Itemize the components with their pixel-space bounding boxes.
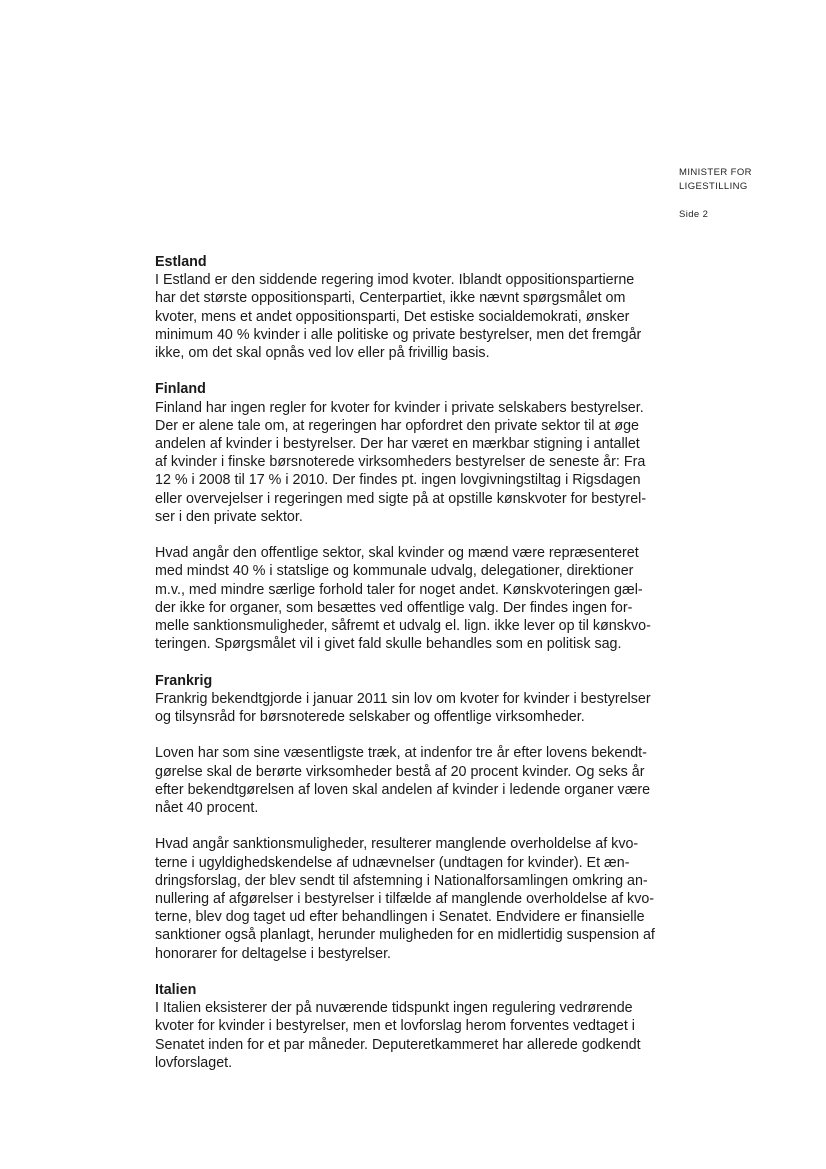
ministry-name-line1: MINISTER FOR bbox=[679, 167, 752, 178]
section-heading: Italien bbox=[155, 982, 197, 999]
text-line: Frankrig bekendtgjorde i januar 2011 sin lov om kvoter for kvinder i bestyrelser bbox=[155, 690, 651, 707]
text-line: Hvad angår den offentlige sektor, skal kvinder og mænd være repræsenteret bbox=[155, 545, 639, 562]
text-line: Senatet inden for et par måneder. Deputeretkammeret har allerede godkendt bbox=[155, 1036, 641, 1053]
ministry-name-line2: LIGESTILLING bbox=[679, 181, 748, 192]
section-italien bbox=[155, 981, 655, 1072]
paragraph bbox=[155, 690, 655, 726]
text-line: af kvinder i finske børsnoterede virksomheders bestyrelser de seneste år: Fra bbox=[155, 454, 646, 471]
page-number: Side 2 bbox=[679, 209, 709, 220]
text-line: ikke, om det skal opnås ved lov eller på frivillig basis. bbox=[155, 345, 490, 362]
text-line: med mindst 40 % i statslige og kommunale udvalg, delegationer, direktioner bbox=[155, 563, 634, 580]
paragraph bbox=[155, 835, 655, 962]
text-line: gørelse skal de berørte virksomheder bestå af 20 procent kvinder. Og seks år bbox=[155, 763, 645, 780]
text-line: I Estland er den siddende regering imod kvoter. Iblandt oppositionspartierne bbox=[155, 272, 635, 289]
text-line: kvoter, mens et andet oppositionsparti, Det estiske socialdemokrati, ønsker bbox=[155, 308, 630, 325]
ministry-sidebar bbox=[679, 166, 819, 222]
text-line: eller overvejelser i regeringen med sigte på at opstille kønskvoter for bestyrel- bbox=[155, 490, 647, 507]
section-finland bbox=[155, 380, 655, 653]
section-heading: Estland bbox=[155, 254, 207, 270]
text-line: og tilsynsråd for børsnoterede selskaber og offentlige virksomheder. bbox=[155, 709, 585, 726]
text-line: nået 40 procent. bbox=[155, 800, 259, 817]
section-heading: Frankrig bbox=[155, 672, 213, 689]
text-line: teringen. Spørgsmålet vil i givet fald skulle behandles som en politisk sag. bbox=[155, 636, 622, 653]
text-line: 12 % i 2008 til 17 % i 2010. Der findes pt. ingen lovgivningstiltag i Rigsdagen bbox=[155, 472, 641, 489]
text-line: Der er alene tale om, at regeringen har opfordret den private sektor til at øge bbox=[155, 417, 639, 434]
text-line: terne i ugyldighedskendelse af udnævnelser (undtagen for kvinder). Et æn- bbox=[155, 854, 630, 871]
text-line: sanktioner også planlagt, herunder muligheden for en midlertidig suspension af bbox=[155, 927, 655, 944]
section-frankrig bbox=[155, 672, 655, 963]
text-line: har det største oppositionsparti, Centerpartiet, ikke nævnt spørgsmålet om bbox=[155, 290, 626, 307]
text-line: melle sanktionsmuligheder, såfremt et udvalg el. lign. ikke lever op til kønskvo- bbox=[155, 618, 651, 635]
paragraph bbox=[155, 399, 655, 526]
section-heading: Finland bbox=[155, 381, 206, 398]
text-line: efter bekendtgørelsen af loven skal andelen af kvinder i ledende organer være bbox=[155, 781, 651, 798]
text-line: dringsforslag, der blev sendt til afstemning i Nationalforsamlingen omkring an- bbox=[155, 872, 648, 889]
text-line: andelen af kvinder i bestyrelser. Der har været en mærkbar stigning i antallet bbox=[155, 436, 640, 453]
paragraph bbox=[155, 271, 655, 362]
text-line: minimum 40 % kvinder i alle politiske og private bestyrelser, men det fremgår bbox=[155, 326, 642, 343]
text-line: honorarer for deltagelse i bestyrelser. bbox=[155, 945, 392, 962]
paragraph bbox=[155, 999, 655, 1072]
text-line: ser i den private sektor. bbox=[155, 508, 303, 525]
text-line: nullering af afgørelser i bestyrelser i tilfælde af manglende overholdelse af kvo- bbox=[155, 891, 655, 908]
text-line: kvoter for kvinder i bestyrelser, men et lovforslag herom forventes vedtaget i bbox=[155, 1018, 635, 1035]
section-estland bbox=[155, 253, 655, 362]
text-line: Finland har ingen regler for kvoter for kvinder i private selskabers bestyrelser. bbox=[155, 399, 644, 416]
text-line: der ikke for organer, som besættes ved offentlige valg. Der findes ingen for- bbox=[155, 599, 633, 616]
text-line: I Italien eksisterer der på nuværende tidspunkt ingen regulering vedrørende bbox=[155, 1000, 633, 1017]
paragraph bbox=[155, 744, 655, 817]
text-line: lovforslaget. bbox=[155, 1054, 233, 1071]
text-line: terne, blev dog taget ud efter behandlingen i Senatet. Endvidere er finansielle bbox=[155, 909, 645, 926]
paragraph bbox=[155, 544, 655, 653]
text-line: Hvad angår sanktionsmuligheder, resulterer manglende overholdelse af kvo- bbox=[155, 836, 639, 853]
document-body bbox=[155, 253, 655, 1090]
text-line: Loven har som sine væsentligste træk, at indenfor tre år efter lovens bekendt- bbox=[155, 745, 647, 762]
text-line: m.v., med mindre særlige forhold taler for noget andet. Kønskvoteringen gæl- bbox=[155, 581, 643, 598]
